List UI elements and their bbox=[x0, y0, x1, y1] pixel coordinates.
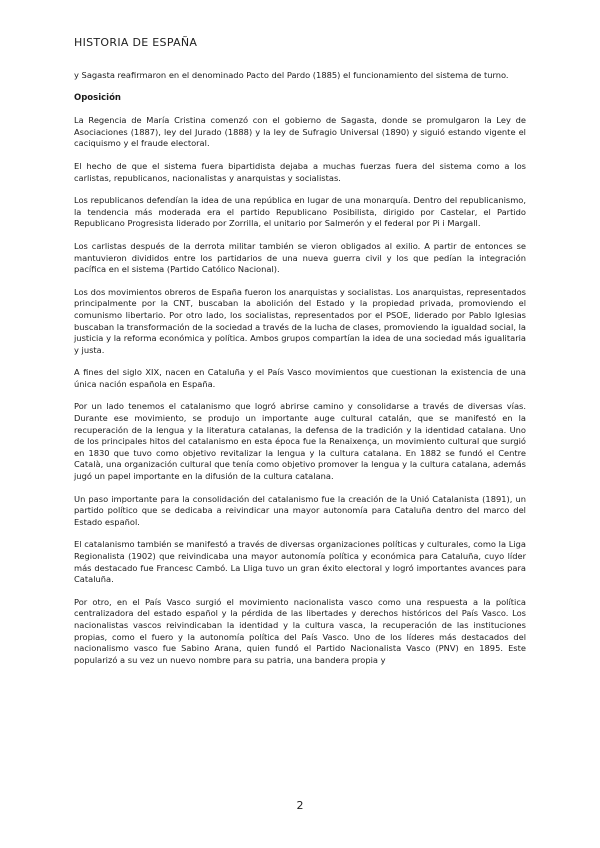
paragraph-carlistas: Los carlistas después de la derrota militar también se vieron obligados al exilio. A partir de entonces se mantuvieron divididos entre los partidarios de una nueva guerra civil y los que pedían la integración pacífica en el sistema (Partido Católico Nacional). bbox=[74, 240, 526, 275]
paragraph-nacionalismo-vasco: Por otro, en el País Vasco surgió el movimiento nacionalista vasco como una respuesta a la política centralizadora del estado español y la pérdida de las libertades y derechos históricos del País Vasco. Los nacionalistas vascos reivindicaban la identidad y la cultura vasca, la recuperación de las instituciones propias, como el fuero y la autonomía política del País Vasco. Uno de los líderes más destacados del nacionalismo vasco fue Sabino Arana, quien fundó el Partido Nacionalista Vasco (PNV) en 1895. Este popularizó a su vez un nuevo nombre para su patria, una bandera propia y bbox=[74, 596, 526, 665]
paragraph-lliga-regionalista: El catalanismo también se manifestó a través de diversas organizaciones políticas y culturales, como la Liga Regionalista (1902) que reivindicaba una mayor autonomía política y económica para Cataluña, cuyo líder más destacado fue Francesc Cambó. La Lliga tuvo un gran éxito electoral y logró importantes avances para Cataluña. bbox=[74, 539, 526, 585]
paragraph-movimientos-obreros: Los dos movimientos obreros de España fueron los anarquistas y socialistas. Los anarquistas, representados principalmente por la CNT, buscaban la abolición del Estado y la propiedad privada, promoviendo el comunismo libertario. Por otro lado, los socialistas, representados por el PSOE, liderado por Pablo Iglesias buscaban la transformación de la sociedad a través de la lucha de clases, promoviendo la igualdad social, la justicia y la reforma económica y política. Ambos grupos compartían la idea de una sociedad más igualitaria y justa. bbox=[74, 286, 526, 355]
paragraph-nacionalismos: A fines del siglo XIX, nacen en Cataluña y el País Vasco movimientos que cuestionan la existencia de una única nación española en España. bbox=[74, 367, 526, 389]
paragraph-catalanismo: Por un lado tenemos el catalanismo que logró abrirse camino y consolidarse a través de diversas vías. Durante ese movimiento, se produjo un importante auge cultural catalán, que se manifestó en la recuperación de la lengua y la literatura catalanas, la defensa de la tradición y la identidad catalana. Uno de los principales hitos del catalanismo en esta época fue la Renaixença, un movimiento cultural que surgió en 1830 que tuvo como objetivo revitalizar la lengua y la cultura catalana. En 1882 se fundó el Centre Català, una organización cultural que tenía como objetivo promover la lengua y la cultura catalana, además jugó un papel importante en la difusión de la cultura catalana. bbox=[74, 401, 526, 482]
running-header: HISTORIA DE ESPAÑA bbox=[74, 36, 198, 49]
body-text bbox=[74, 70, 526, 677]
page-number: 2 bbox=[296, 799, 304, 812]
intro-paragraph: y Sagasta reafirmaron en el denominado Pacto del Pardo (1885) el funcionamiento del sistema de turno. bbox=[74, 70, 509, 80]
section-heading: Oposición bbox=[74, 92, 121, 103]
paragraph-bipartidismo: El hecho de que el sistema fuera bipartidista dejaba a muchas fuerzas fuera del sistema como a los carlistas, republicanos, nacionalistas y anarquistas y socialistas. bbox=[74, 160, 526, 183]
paragraph-republicanos: Los republicanos defendían la idea de una república en lugar de una monarquía. Dentro del republicanismo, la tendencia más moderada era el partido Republicano Posibilista, dirigido por Castelar, el Partido Republicano Progresista liderado por Zorrilla, el unitario por Salmerón y el federal por Pi i Margall. bbox=[74, 195, 526, 229]
paragraph-unio-catalanista: Un paso importante para la consolidación del catalanismo fue la creación de la Unió Catalanista (1891), un partido político que se dedicaba a reivindicar una mayor autonomía para Cataluña dentro del marco del Estado español. bbox=[74, 493, 526, 527]
paragraph-regencia: La Regencia de María Cristina comenzó con el gobierno de Sagasta, donde se promulgaron la Ley de Asociaciones (1887), ley del Jurado (1888) y la ley de Sufragio Universal (1890) y siguió estando vigente el caciquismo y el fraude electoral. bbox=[74, 115, 526, 149]
